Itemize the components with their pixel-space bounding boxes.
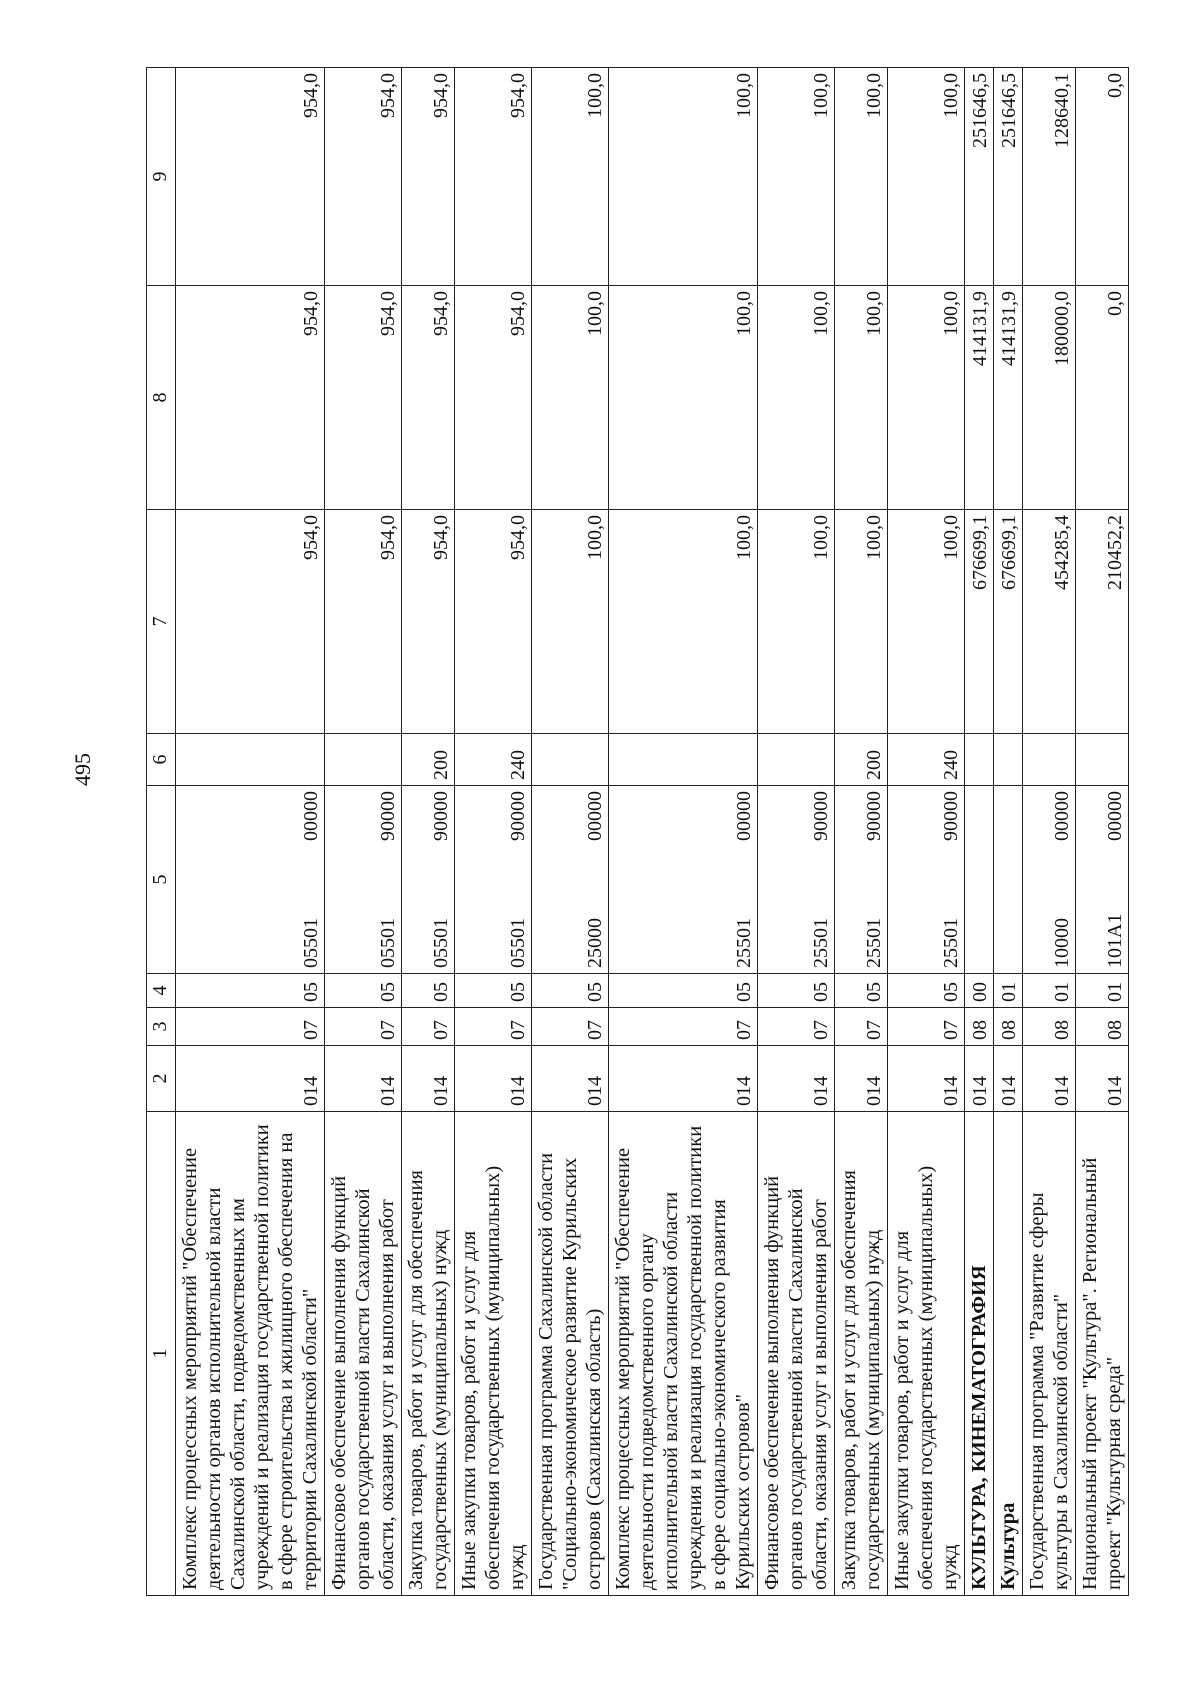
row-name: Национальный проект "Культура". Региональный проект "Культурная среда" — [1076, 1112, 1129, 1596]
cell-subsection: 05 — [888, 974, 965, 1008]
cell-admin-code: 014 — [609, 1046, 758, 1112]
cell-amount-col7: 954,0 — [402, 510, 455, 734]
cell-expense-type — [325, 734, 402, 786]
cell-admin-code: 014 — [455, 1046, 532, 1112]
col-header-4: 4 — [147, 974, 176, 1008]
col-header-1: 1 — [147, 1112, 176, 1596]
cell-section: 07 — [888, 1008, 965, 1046]
cell-section: 07 — [455, 1008, 532, 1046]
cell-amount-col8: 100,0 — [532, 286, 609, 510]
cell-section: 07 — [835, 1008, 888, 1046]
cell-section: 08 — [994, 1008, 1023, 1046]
cell-amount-col9: 251646,5 — [994, 68, 1023, 286]
program-code: 05501 — [300, 918, 322, 968]
cell-amount-col9: 100,0 — [888, 68, 965, 286]
table-row — [402, 68, 455, 1596]
cell-amount-col7: 100,0 — [609, 510, 758, 734]
cell-amount-col7: 100,0 — [888, 510, 965, 734]
cell-target-article — [835, 786, 888, 974]
col-header-8: 8 — [147, 286, 176, 510]
cell-target-article — [1023, 786, 1076, 974]
cell-amount-col7: 454285,4 — [1023, 510, 1076, 734]
col-header-3: 3 — [147, 1008, 176, 1046]
cell-amount-col8: 180000,0 — [1023, 286, 1076, 510]
direction-code: 90000 — [430, 791, 452, 841]
direction-code: 90000 — [940, 791, 962, 841]
cell-target-article — [455, 786, 532, 974]
program-code: 25501 — [940, 918, 962, 968]
cell-amount-col9: 954,0 — [402, 68, 455, 286]
cell-amount-col9: 954,0 — [176, 68, 325, 286]
target-article-code — [733, 791, 755, 968]
cell-subsection: 05 — [835, 974, 888, 1008]
cell-subsection: 01 — [1023, 974, 1076, 1008]
target-article-code — [507, 791, 529, 968]
target-article-code — [940, 791, 962, 968]
target-article-code — [430, 791, 452, 968]
cell-target-article — [325, 786, 402, 974]
table-row — [609, 68, 758, 1596]
cell-admin-code: 014 — [965, 1046, 994, 1112]
cell-expense-type — [609, 734, 758, 786]
col-header-9: 9 — [147, 68, 176, 286]
cell-amount-col8: 100,0 — [888, 286, 965, 510]
program-code: 25501 — [810, 918, 832, 968]
cell-section: 08 — [1023, 1008, 1076, 1046]
cell-target-article — [758, 786, 835, 974]
target-article-code — [1104, 791, 1126, 968]
table-row — [176, 68, 325, 1596]
cell-target-article — [532, 786, 609, 974]
cell-amount-col7: 954,0 — [455, 510, 532, 734]
cell-expense-type — [994, 734, 1023, 786]
target-article-code — [1051, 791, 1073, 968]
cell-expense-type: 240 — [888, 734, 965, 786]
program-code: 05501 — [377, 918, 399, 968]
row-name: Иные закупки товаров, работ и услуг для обеспечения государственных (муниципальных) нужд — [455, 1112, 532, 1596]
col-header-7: 7 — [147, 510, 176, 734]
table-row — [325, 68, 402, 1596]
cell-amount-col7: 100,0 — [532, 510, 609, 734]
row-name: Комплекс процессных мероприятий "Обеспечение деятельности органов исполнительной власти Сахалинской области, подведомственных им учреждений и реализация государственной политики в сфере строительства и жилищного обеспечения на территории Сахалинской области" — [176, 1112, 325, 1596]
cell-target-article — [965, 786, 994, 974]
row-name: КУЛЬТУРА, КИНЕМАТОГРАФИЯ — [965, 1112, 994, 1596]
cell-subsection: 05 — [176, 974, 325, 1008]
cell-expense-type: 200 — [402, 734, 455, 786]
cell-expense-type — [1023, 734, 1076, 786]
cell-amount-col8: 954,0 — [176, 286, 325, 510]
cell-expense-type — [176, 734, 325, 786]
cell-amount-col7: 676699,1 — [965, 510, 994, 734]
program-code: 25000 — [584, 918, 606, 968]
direction-code: 90000 — [507, 791, 529, 841]
cell-subsection: 05 — [758, 974, 835, 1008]
cell-target-article — [402, 786, 455, 974]
cell-admin-code: 014 — [835, 1046, 888, 1112]
cell-subsection: 05 — [402, 974, 455, 1008]
target-article-code — [377, 791, 399, 968]
cell-admin-code: 014 — [1023, 1046, 1076, 1112]
table-row — [965, 68, 994, 1596]
cell-amount-col9: 100,0 — [835, 68, 888, 286]
cell-subsection: 05 — [532, 974, 609, 1008]
direction-code: 00000 — [584, 791, 606, 841]
table-body — [176, 68, 1129, 1596]
table-row — [1023, 68, 1076, 1596]
cell-admin-code: 014 — [325, 1046, 402, 1112]
cell-amount-col7: 210452,2 — [1076, 510, 1129, 734]
table-row — [1076, 68, 1129, 1596]
direction-code: 00000 — [300, 791, 322, 841]
cell-amount-col8: 414131,9 — [994, 286, 1023, 510]
program-code: 05501 — [430, 918, 452, 968]
direction-code: 90000 — [863, 791, 885, 841]
cell-expense-type — [532, 734, 609, 786]
cell-admin-code: 014 — [176, 1046, 325, 1112]
row-name: Государственная программа "Развитие сферы культуры в Сахалинской области" — [1023, 1112, 1076, 1596]
target-article-code — [584, 791, 606, 968]
page-number: 495 — [70, 753, 95, 786]
cell-amount-col9: 954,0 — [455, 68, 532, 286]
row-name: Культура — [994, 1112, 1023, 1596]
cell-amount-col7: 954,0 — [325, 510, 402, 734]
cell-amount-col8: 954,0 — [455, 286, 532, 510]
cell-subsection: 01 — [994, 974, 1023, 1008]
cell-section: 07 — [758, 1008, 835, 1046]
cell-expense-type — [758, 734, 835, 786]
cell-amount-col8: 0,0 — [1076, 286, 1129, 510]
cell-section: 07 — [532, 1008, 609, 1046]
target-article-code — [810, 791, 832, 968]
col-header-5: 5 — [147, 786, 176, 974]
program-code: 101A1 — [1104, 913, 1126, 968]
cell-amount-col9: 0,0 — [1076, 68, 1129, 286]
cell-section: 08 — [965, 1008, 994, 1046]
cell-amount-col7: 676699,1 — [994, 510, 1023, 734]
cell-expense-type — [1076, 734, 1129, 786]
col-header-2: 2 — [147, 1046, 176, 1112]
direction-code: 90000 — [810, 791, 832, 841]
cell-subsection: 05 — [325, 974, 402, 1008]
cell-section: 07 — [176, 1008, 325, 1046]
cell-amount-col9: 251646,5 — [965, 68, 994, 286]
cell-admin-code: 014 — [758, 1046, 835, 1112]
rotated-table-container — [146, 68, 1126, 1596]
program-code: 05501 — [507, 918, 529, 968]
direction-code: 90000 — [377, 791, 399, 841]
cell-target-article — [176, 786, 325, 974]
cell-target-article — [994, 786, 1023, 974]
cell-admin-code: 014 — [1076, 1046, 1129, 1112]
cell-target-article — [609, 786, 758, 974]
cell-subsection: 01 — [1076, 974, 1129, 1008]
cell-target-article — [1076, 786, 1129, 974]
table-row — [455, 68, 532, 1596]
row-name: Финансовое обеспечение выполнения функций органов государственной власти Сахалинской области, оказания услуг и выполнения работ — [325, 1112, 402, 1596]
cell-section: 08 — [1076, 1008, 1129, 1046]
cell-amount-col8: 100,0 — [835, 286, 888, 510]
row-name: Финансовое обеспечение выполнения функций органов государственной власти Сахалинской области, оказания услуг и выполнения работ — [758, 1112, 835, 1596]
cell-amount-col8: 954,0 — [325, 286, 402, 510]
cell-amount-col9: 100,0 — [758, 68, 835, 286]
cell-section: 07 — [609, 1008, 758, 1046]
program-code: 25501 — [863, 918, 885, 968]
cell-section: 07 — [402, 1008, 455, 1046]
direction-code: 00000 — [733, 791, 755, 841]
cell-amount-col8: 100,0 — [758, 286, 835, 510]
program-code: 10000 — [1051, 918, 1073, 968]
program-code: 25501 — [733, 918, 755, 968]
row-name: Государственная программа Сахалинской области "Социально-экономическое развитие Курильских островов (Сахалинская область) — [532, 1112, 609, 1596]
cell-expense-type: 240 — [455, 734, 532, 786]
row-name: Иные закупки товаров, работ и услуг для обеспечения государственных (муниципальных) нужд — [888, 1112, 965, 1596]
table-row — [532, 68, 609, 1596]
cell-admin-code: 014 — [532, 1046, 609, 1112]
col-header-6: 6 — [147, 734, 176, 786]
cell-amount-col9: 100,0 — [609, 68, 758, 286]
target-article-code — [863, 791, 885, 968]
row-name: Комплекс процессных мероприятий "Обеспечение деятельности подведомственного органу исполнительной власти Сахалинской области учреждения и реализация государственной политики в сфере социально-экономического развития Курильских островов" — [609, 1112, 758, 1596]
cell-amount-col8: 954,0 — [402, 286, 455, 510]
target-article-code — [300, 791, 322, 968]
budget-table — [146, 67, 1129, 1596]
direction-code: 00000 — [1104, 791, 1126, 841]
cell-admin-code: 014 — [402, 1046, 455, 1112]
cell-amount-col7: 100,0 — [835, 510, 888, 734]
cell-amount-col9: 954,0 — [325, 68, 402, 286]
table-row — [835, 68, 888, 1596]
cell-amount-col7: 100,0 — [758, 510, 835, 734]
cell-admin-code: 014 — [888, 1046, 965, 1112]
cell-expense-type: 200 — [835, 734, 888, 786]
header-row — [147, 68, 176, 1596]
table-row — [758, 68, 835, 1596]
table-row — [888, 68, 965, 1596]
cell-amount-col9: 128640,1 — [1023, 68, 1076, 286]
cell-target-article — [888, 786, 965, 974]
cell-amount-col8: 100,0 — [609, 286, 758, 510]
cell-subsection: 05 — [609, 974, 758, 1008]
row-name: Закупка товаров, работ и услуг для обеспечения государственных (муниципальных) нужд — [402, 1112, 455, 1596]
cell-amount-col8: 414131,9 — [965, 286, 994, 510]
cell-subsection: 05 — [455, 974, 532, 1008]
cell-amount-col7: 954,0 — [176, 510, 325, 734]
row-name: Закупка товаров, работ и услуг для обеспечения государственных (муниципальных) нужд — [835, 1112, 888, 1596]
cell-section: 07 — [325, 1008, 402, 1046]
cell-subsection: 00 — [965, 974, 994, 1008]
direction-code: 00000 — [1051, 791, 1073, 841]
cell-admin-code: 014 — [994, 1046, 1023, 1112]
cell-expense-type — [965, 734, 994, 786]
cell-amount-col9: 100,0 — [532, 68, 609, 286]
table-row — [994, 68, 1023, 1596]
